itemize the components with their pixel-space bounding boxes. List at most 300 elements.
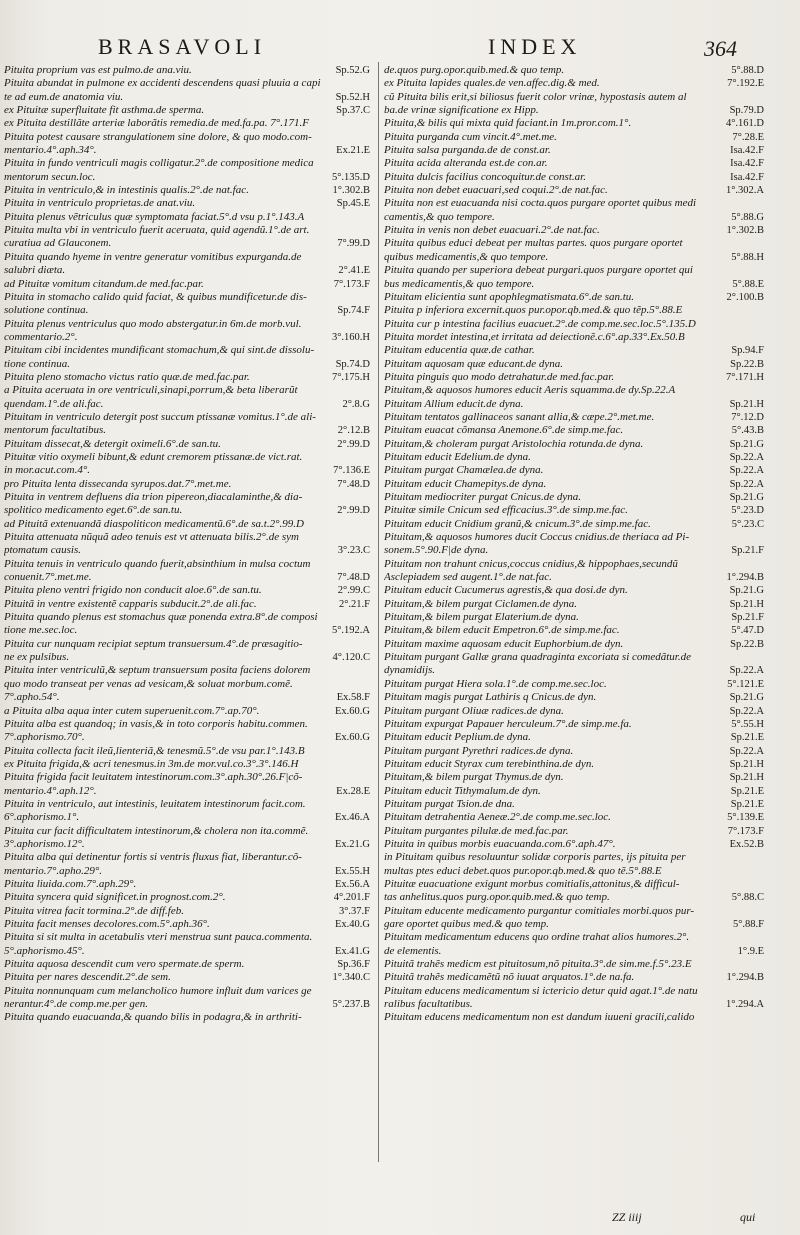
index-entry-text: mentario.4°.aph.34°. [4,144,97,157]
index-entry-text: quo modo transeat per venas ad vesicam,& soluat morbum.comẽ. [4,677,293,690]
index-entry [4,758,374,771]
index-entry [4,865,374,878]
index-entry-text: mentario.7°.apho.29°. [4,864,103,877]
index-entry-text: camentis,& quo tempore. [384,210,495,223]
index-entry-reference: Ex.21.E [336,145,370,157]
index-entry [384,945,768,958]
index-entry [4,478,374,491]
index-entry-reference: Isa.42.F [730,158,764,170]
index-entry-text: Pituitam educit Cnidium granũ,& cnicum.3°.de simp.me.fac. [384,517,651,530]
index-entry-text: Pituita salsa purganda.de de const.ar. [384,144,551,157]
index-entry-text: Pituita pleno ventri frigido non conducit aloe.6°.de san.tu. [4,584,262,597]
index-entry [4,331,374,344]
index-entry-text: a Pituita alba aqua inter cutem superuenit.com.7°.ap.70°. [4,704,260,717]
index-entry-text: Pituitam cibi incidentes mundificant stomachum,& qui sint.de dissolu- [4,344,315,357]
index-entry [384,571,768,584]
index-entry-text: sonem.5°.90.F|de dyna. [384,544,489,557]
index-entry [384,851,768,864]
index-entry-text: Pituita quando euacuanda,& quando bilis in podagra,& in arthriti- [4,1011,302,1024]
index-entry-reference: Sp.36.F [337,959,370,971]
index-entry-text: Pituitam educit Edelium.de dyna. [384,450,531,463]
index-entry-text: Pituitã in ventre existentẽ capparis subducit.2°.de ali.fac. [4,597,257,610]
index-entry [4,905,374,918]
index-entry-text: Pituita proprium vas est pulmo.de ana.viu. [4,64,192,76]
index-entry-text: salubri diæta. [4,264,66,277]
index-entry-text: tas anhelitus.quos purg.opor.quib.med.& quo temp. [384,891,610,904]
index-entry [384,491,768,504]
index-entry-text: quendam.1°.de ali.fac. [4,397,104,410]
index-entry [384,518,768,531]
index-entry [4,237,374,250]
index-entry-text: Pituita mordet intestina,et irritata ad deiectionẽ.c.6°.ap.33°.Ex.50.B [384,330,685,343]
index-entry-text: Pituita quando hyeme in ventre generatur vomitibus expurganda.de [4,250,302,263]
index-entry [384,1011,768,1024]
index-entry [4,624,374,637]
index-entry-reference: Ex.21.G [335,838,370,850]
index-entry-reference: 1°.294.B [726,572,764,584]
index-entry [384,384,768,397]
index-entry [384,878,768,891]
index-entry [4,558,374,571]
index-entry-text: dynamidijs. [384,664,436,677]
index-entry-reference: 5°.88.F [732,919,764,930]
index-entry-reference: 7°.28.E [732,131,764,143]
index-entry-reference: Sp.22.A [729,451,764,463]
index-entry [384,304,768,317]
index-entry [384,611,768,624]
index-entry-text: gare oportet quibus med.& quo temp. [384,918,549,930]
index-entry-reference: 7°.48.D [337,572,370,584]
index-entry [384,825,768,838]
index-entry [384,184,768,197]
index-entry-text: pro Pituita lenta dissecanda syrupos.dat.7°.met.me. [4,477,232,490]
index-entry [384,291,768,304]
index-entry [384,891,768,904]
index-entry [384,598,768,611]
index-entry-text: Pituita in ventriculo, aut intestinis, leuitatem intestinorum facit.com. [4,797,306,810]
index-entry-text: Pituita syncera quid significet.in prognost.com.2°. [4,891,226,904]
index-entry-reference: Sp.21.G [729,438,764,450]
index-entry [384,651,768,664]
index-entry-text: cũ Pituita bilis erit,si biliosus fuerit color vrinæ, hypostasis autem al [384,90,687,103]
index-entry [384,811,768,824]
index-entry-reference: Sp.21.G [729,585,764,597]
index-entry [384,131,768,144]
index-entry [384,865,768,878]
index-entry-text: Pituitam,& aquosos humores ducit Coccus cnidius.de theriaca ad Pi- [384,531,690,544]
index-entry-text: Pituitam tentatos gallinaceos sanant allia,& cæpe.2°.met.me. [384,410,655,423]
index-entry-text: Pituitæ simile Cnicum sed efficacius.3°.de simp.me.fac. [384,504,628,517]
running-head-author: BRASAVOLI [98,34,267,59]
index-entry [4,171,374,184]
index-entry-reference: 3°.37.F [338,905,370,917]
index-entry [4,718,374,731]
index-entry-reference: Sp.22.A [729,478,764,490]
index-entry-text: Pituitam,& bilem purgat Thymus.de dyn. [384,771,564,784]
index-entry-reference: 5°.23.C [731,518,764,530]
index-entry-reference: 3°.160.H [331,331,370,343]
index-entry-text: Pituita quibus educi debeat per multas partes. quos purgare oportet [384,237,683,250]
index-entry [4,77,374,90]
index-column-left [4,64,374,1204]
index-entry-reference: Sp.74.D [335,358,370,370]
index-entry-text: Pituita cur nunquam recipiat septum transuersum.4°.de præsagitio- [4,637,303,650]
index-entry [4,384,374,397]
index-entry-reference: Sp.21.E [730,785,764,797]
index-entry [384,838,768,851]
index-entry-text: Pituitam purgant Oliuæ radices.de dyna. [384,704,564,717]
index-entry-text: Pituita,& bilis qui mixta quid faciant.in 1m.pror.com.1°. [384,117,632,130]
index-entry-reference: Sp.21.E [730,732,764,744]
index-entry [384,504,768,517]
index-entry-text: Pituita in stomacho calido quid faciat, & quibus mundificetur.de dis- [4,290,307,303]
index-entry-text: Pituita cur facit difficultatem intestinorum,& cholera non ita.commẽ. [4,824,309,837]
index-entry-reference: Sp.94.F [731,345,764,357]
index-entry-reference: 1°.9.E [737,945,764,957]
index-entry-text: Pituitam educit Tithymalum.de dyn. [384,784,541,797]
index-entry-reference: 5°.43.B [731,425,764,437]
index-entry [4,945,374,958]
index-entry-reference: Sp.21.F [731,545,764,557]
index-entry [384,171,768,184]
index-entry-text: Pituita frigida facit leuitatem intestinorum.com.3°.aph.30°.26.F|cõ- [4,771,303,784]
index-entry-reference: 7°.12.D [731,411,764,423]
index-entry-text: Pituita liuida.com.7°.aph.29°. [4,877,137,890]
index-entry [384,104,768,117]
index-entry-reference: 5°.88.D [731,65,764,76]
index-entry [4,504,374,517]
index-entry-text: Pituita plenus ventriculus quo modo abstergatur.in 6m.de morb.vul. [4,317,302,330]
index-entry-text: Pituitam,& bilem purgat Ciclamen.de dyna. [384,597,577,610]
index-entry-text: ex Pituita frigida,& acri tenesmus.in 3m.de mor.vul.co.3°.3°.146.H [4,757,299,770]
index-entry-text: in Pituitam quibus resoluuntur solidæ corporis partes, ijs pituita per [384,851,686,864]
index-entry [4,571,374,584]
index-entry-text: Pituita in ventrem defluens dia trion pipereon,diacalaminthe,& dia- [4,491,303,503]
index-entry-reference: 5°.139.E [727,812,764,824]
index-entry-text: Pituitam detrahentia Aeneæ.2°.de comp.me.sec.loc. [384,811,611,824]
index-entry-reference: 2°.41.E [338,265,370,277]
index-entry-text: spolitico medicamento eget.6°.de san.tu. [4,504,183,517]
index-entry [4,678,374,691]
index-entry [384,624,768,637]
index-entry-text: Pituitam mediocriter purgat Cnicus.de dyna. [384,491,581,503]
index-entry-reference: 2°.8.G [342,398,370,410]
index-entry-reference: 7°.136.E [333,465,370,477]
index-entry [384,705,768,718]
index-entry [384,931,768,944]
index-entry [4,598,374,611]
index-entry-text: Pituita aquosa descendit cum vero spermate.de sperm. [4,958,245,971]
index-entry-text: 5°.aphorismo.45°. [4,944,85,957]
index-entry [384,958,768,971]
index-entry-reference: 5°.88.G [731,211,764,223]
index-entry-text: ex Pituita lapides quales.de ven.affec.dig.& med. [384,77,600,90]
index-entry-text: Pituitã trahẽs medicamẽtũ nõ iuuat arquatos.1°.de na.fa. [384,971,635,984]
index-entry [4,318,374,331]
index-entry-text: Pituitam medicamentum educens quo ordine trahat alios humores.2°. [384,931,690,944]
index-entry-text: Asclepiadem sed augent.1°.de nat.fac. [384,571,552,584]
index-entry-text: ptomatum causis. [4,544,81,557]
index-entry-reference: 7°.192.E [727,78,764,90]
index-entry-reference: 5°.237.B [332,999,370,1011]
index-entry-text: Pituita facit menses decolores.com.5°.aph.36°. [4,918,210,930]
index-entry-reference: Sp.22.B [730,358,764,370]
index-entry-text: solutione continua. [4,304,89,317]
index-entry-reference: Ex.41.G [335,945,370,957]
index-entry-reference: 7°.99.D [337,238,370,250]
index-entry-text: Pituitam,& aquosos humores educit Aeris squamma.de dy.Sp.22.A [384,384,676,397]
index-entry-text: Pituita multa vbi in ventriculo fuerit aceruata, quid agendũ.1°.de art. [4,224,310,237]
index-entry [384,358,768,371]
index-entry [384,451,768,464]
index-entry [384,678,768,691]
index-column-right [384,64,768,1204]
index-entry-text: 7°.apho.54°. [4,691,60,704]
index-entry-reference: Sp.21.F [731,612,764,624]
index-entry [384,91,768,104]
index-entry [384,344,768,357]
index-entry [384,464,768,477]
index-entry [4,344,374,357]
index-entry [4,705,374,718]
index-entry-text: ad Pituitã extenuandã diaspoliticon medicamentũ.6°.de sa.t.2°.99.D [4,517,304,530]
index-entry-text: Pituita inter ventriculũ,& septum transuersum posita faciens dolorem [4,664,311,677]
index-entry [384,331,768,344]
index-entry-text: a Pituita aceruata in ore ventriculi,sinapi,porrum,& beta liberarũt [4,384,298,397]
index-entry [4,544,374,557]
column-divider [378,62,379,1162]
index-entry [384,424,768,437]
index-entry [4,891,374,904]
index-entry [384,918,768,931]
index-entry-text: Pituita p inferiora excernit.quos pur.opor.qb.med.& quo tẽp.5°.88.E [384,304,683,317]
index-entry-reference: 7°.175.H [331,371,370,383]
index-entry-reference: 2°.99.D [337,505,370,517]
index-entry-text: Pituita in fundo ventriculi magis colligatur.2°.de compositione medica [4,157,314,170]
index-entry-text: Pituita plenus vẽtriculus quæ symptomata faciat.5°.d vsu p.1°.143.A [4,210,305,223]
index-entry-text: Pituita attenuata nũquã adeo tenuis est vt attenuata bilis.2°.de sym [4,531,299,544]
index-entry-reference: 4°.201.F [333,892,370,904]
index-entry [4,745,374,758]
index-entry-text: Pituita purganda cum vincit.4°.met.me. [384,130,557,143]
index-entry-text: Pituitam Allium educit.de dyna. [384,397,524,410]
index-entry [384,117,768,130]
index-entry [4,131,374,144]
index-entry [4,1011,374,1024]
index-entry-text: Pituita abundat in pulmone ex accidenti descendens quasi pluuia a capi [4,77,321,90]
index-entry-text: Pituitam educens medicamentum si ictericio detur quid agat.1°.de natu [384,984,698,997]
index-entry-reference: Ex.55.H [335,865,370,877]
index-entry [4,958,374,971]
index-entry [4,424,374,437]
index-entry-reference: 4°.120.C [332,652,370,664]
index-entry [384,584,768,597]
index-entry-text: Pituitam educentia quæ.de cathar. [384,344,535,357]
index-entry-reference: Sp.21.G [729,492,764,503]
index-entry [384,785,768,798]
index-entry-text: tione me.sec.loc. [4,624,78,637]
index-entry-text: Pituitam educit Chamepitys.de dyna. [384,477,547,490]
index-entry [4,918,374,931]
index-entry-text: Pituita non debet euacuari,sed coqui.2°.de nat.fac. [384,184,608,197]
index-entry-text: Pituitam educit Peplium.de dyna. [384,731,531,744]
index-entry-text: Pituitam educens medicamentum non est dandum iuueni gracili,calido [384,1011,695,1024]
index-entry [384,371,768,384]
index-entry-text: Pituita tenuis in ventriculo quando fuerit,absinthium in mulsa coctum [4,557,311,570]
index-entry [4,825,374,838]
index-entry-reference: Isa.42.F [730,171,764,183]
index-entry-reference: Sp.52.G [335,65,370,76]
index-entry-text: ex Pituitæ superfluitate fit asthma.de sperma. [4,104,205,117]
index-entry-reference: 5°.192.A [331,625,370,637]
index-entry-reference: 5°.88.H [731,251,764,263]
index-entry-reference: 2°.99.C [337,585,370,597]
index-entry [4,998,374,1011]
index-entry [4,64,374,77]
index-entry-reference: Ex.56.A [335,878,370,890]
index-entry-reference: 1°.294.A [725,999,764,1011]
index-entry-text: Pituitam magis purgat Lathiris q Cnicus.de dyn. [384,691,597,704]
page-footer [0,1210,800,1230]
index-entry-reference: 1°.302.B [726,225,764,237]
index-entry [4,931,374,944]
index-entry-text: Pituita pleno stomacho victus ratio quæ.de med.fac.par. [4,370,250,383]
index-entry [4,438,374,451]
index-entry [4,518,374,531]
index-entry [384,197,768,210]
index-entry-reference: Sp.45.E [336,198,370,210]
index-entry [4,264,374,277]
index-entry-text: Pituita quando per superiora debeat purgari.quos purgare oportet qui [384,264,693,277]
index-entry [4,157,374,170]
index-entry-text: Pituitam,& choleram purgat Aristolochia rotunda.de dyna. [384,437,644,450]
index-entry-text: ne ex pulsibus. [4,651,70,664]
index-entry-reference: 7°.171.H [725,371,764,383]
index-entry [4,491,374,504]
index-entry [384,64,768,77]
index-entry-reference: 1°.294.B [726,972,764,984]
index-entry-text: Pituitam maxime aquosam educit Euphorbium.de dyn. [384,637,624,650]
index-entry-text: Pituita acida alteranda est.de con.ar. [384,157,548,170]
index-entry-text: te ad eum.de anatomia viu. [4,90,124,103]
index-entry-reference: Ex.60.G [335,732,370,744]
index-entry-text: Pituita alba qui detinentur fortis si ventris fluxus fiat, liberantur.cõ- [4,851,302,864]
index-entry-text: Pituitæ vitio oxymeli bibunt,& edunt cremorem ptissanæ.de vict.rat. [4,450,303,463]
index-entry [4,638,374,651]
index-entry [384,798,768,811]
index-entry-text: Pituita dulcis facilius concoquitur.de const.ar. [384,170,586,183]
index-entry [384,544,768,557]
index-entry-text: Pituita potest causare strangulationem sine dolore, & quo modo.com- [4,130,312,143]
index-entry-text: Pituita collecta facit ileũ,lienteriã,& tenesmũ.5°.de vsu par.1°.143.B [4,744,305,757]
index-entry-text: bus medicamentis,& quo tempore. [384,277,535,290]
index-entry-reference: 1°.302.A [725,185,764,197]
index-entry-reference: 5°.47.D [731,625,764,637]
index-entry-reference: Sp.79.D [729,105,764,117]
index-entry-reference: 5°.23.D [731,505,764,517]
index-entry [384,264,768,277]
index-entry-reference: Ex.40.G [335,919,370,930]
index-entry-reference: Sp.21.H [729,598,764,610]
index-entry-text: mentario.4°.aph.12°. [4,784,97,797]
index-entry [384,905,768,918]
index-entry-text: 7°.aphorismo.70°. [4,731,85,744]
index-entry [384,758,768,771]
index-entry [4,878,374,891]
index-entry-text: Pituita cur p intestina facilius euacuet.2°.de comp.me.sec.loc.5°.135.D [384,317,696,330]
index-entry-reference: Ex.52.B [729,838,764,850]
index-entry-reference: Sp.22.A [729,705,764,717]
index-entry-text: Pituitam purgat Chamælea.de dyna. [384,464,544,477]
index-entry-text: Pituita nonnunquam cum melancholico humore influit dum varices ge [4,984,312,997]
index-entry-reference: 1°.302.B [332,185,370,197]
index-entry-reference: Ex.60.G [335,705,370,717]
index-entry [4,464,374,477]
index-entry-reference: Sp.52.H [335,91,370,103]
index-entry [4,117,374,130]
index-entry [384,251,768,264]
index-entry-reference: 4°.161.D [725,118,764,130]
index-entry-reference: 2°.12.B [337,425,370,437]
index-entry-text: ralibus facultatibus. [384,998,473,1011]
index-entry [384,718,768,731]
index-entry-reference: Sp.22.A [729,665,764,677]
index-entry-reference: 2°.99.D [337,438,370,450]
index-entry-text: in mor.acut.com.4°. [4,464,90,477]
index-entry [384,558,768,571]
index-entry [4,211,374,224]
index-entry-text: curatiua ad Glauconem. [4,237,112,250]
index-entry [384,691,768,704]
index-entry-text: Pituita in quibus morbis euacuanda.com.6°.aph.47°. [384,837,616,850]
index-entry-text: de.quos purg.opor.quib.med.& quo temp. [384,64,565,76]
index-entry [4,358,374,371]
index-entry-text: Pituita per nares descendit.2°.de sem. [4,971,171,984]
index-entry [4,291,374,304]
index-entry-text: commentario.2°. [4,330,78,343]
index-entry-text: Pituitam expurgat Papauer herculeum.7°.de simp.me.fa. [384,717,632,730]
index-entry-reference: Sp.21.G [729,692,764,704]
index-entry-reference: Ex.46.A [335,812,370,824]
index-entry-reference: 2°.100.B [726,291,764,303]
index-entry-reference: 5°.55.H [731,718,764,730]
index-entry-reference: 7°.173.F [727,825,764,837]
index-entry [4,184,374,197]
index-entry-reference: 2°.21.F [338,598,370,610]
index-entry [384,77,768,90]
index-entry [4,91,374,104]
index-entry [384,745,768,758]
index-entry [4,398,374,411]
index-entry [384,531,768,544]
index-entry-text: Pituitam purgat Tsion.de dna. [384,797,515,810]
index-entry [4,224,374,237]
index-entry [4,651,374,664]
index-entry [4,611,374,624]
index-entry-reference: Sp.22.A [729,745,764,757]
index-entry [384,638,768,651]
index-entry [384,144,768,157]
index-entry-text: ad Pituitæ vomitum citandum.de med.fac.par. [4,277,204,290]
index-entry [4,838,374,851]
index-entry [4,851,374,864]
index-entry [384,157,768,170]
index-entry [4,278,374,291]
index-entry-text: Pituita in venis non debet euacuari.2°.de nat.fac. [384,224,600,237]
index-entry-text: Pituita in ventriculo,& in intestinis qualis.2°.de nat.fac. [4,184,249,197]
index-entry-reference: 5°.88.C [731,892,764,904]
index-entry-reference: Ex.28.E [336,785,370,797]
